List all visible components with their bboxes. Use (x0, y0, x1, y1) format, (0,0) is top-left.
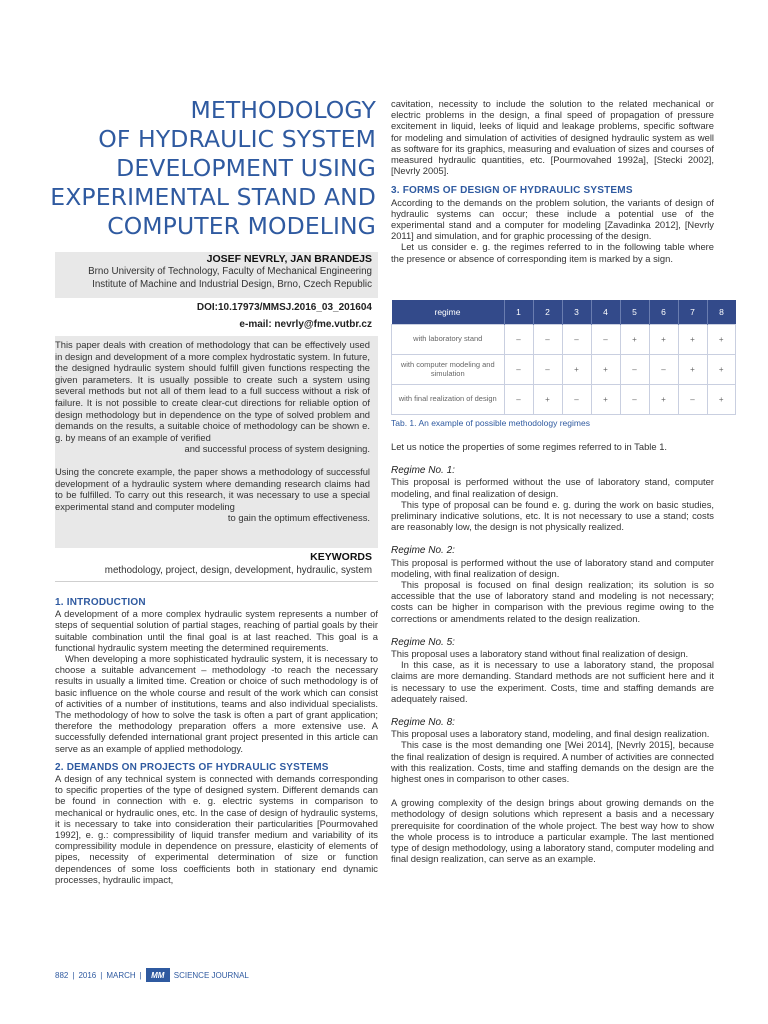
table-header-cell: 1 (504, 300, 533, 325)
keywords-heading: KEYWORDS (310, 551, 372, 563)
table-cell: – (533, 355, 562, 385)
table-cell: + (707, 325, 736, 355)
title-line: EXPERIMENTAL STAND AND (50, 183, 376, 211)
table-cell: + (620, 325, 649, 355)
affiliation (55, 265, 372, 291)
paragraph: A growing complexity of the design brings about growing demands on the methodology of design solutions which represent a basis and a necessary prerequisite for coordination of the whole project. The best way how to show the whole process is to introduce a particular example. The last mentioned type of design methodology, using a laboratory stand, computer modeling and final design realization, can serve as an example. (391, 797, 714, 865)
table-cell: – (504, 355, 533, 385)
table-cell: + (707, 355, 736, 385)
table-cell: + (678, 355, 707, 385)
table-cell: – (562, 325, 591, 355)
table-row (392, 385, 736, 415)
table-cell: – (504, 385, 533, 415)
table-caption (391, 418, 590, 428)
page-number: 882 (55, 970, 69, 980)
table-cell: – (678, 385, 707, 415)
issue-year: 2016 (78, 970, 97, 980)
table-cell: + (562, 355, 591, 385)
paragraph: According to the demands on the problem solution, the variants of design of hydraulic systems can occur; these include a potential use of the experimental stand and a computer for modeling [Zavadinka 2012], [Nevrly 2011] and simulation, and for graphic processing of the design. (391, 196, 714, 242)
caption-text: An example of possible methodology regimes (418, 418, 590, 428)
paragraph: Let us notice the properties of some regimes referred to in Table 1. (391, 441, 668, 452)
authors: JOSEF NEVRLY, JAN BRANDEJS (206, 253, 372, 265)
regime-heading: Regime No. 5: (391, 636, 455, 648)
paragraph: A development of a more complex hydraulic system represents a number of steps of sequential solution of partial stages, reaching of partial goals by their suitable combination until the final goal is at last reached. This goal is a functional hydraulic system meeting the determined requirements. (55, 608, 378, 653)
table-header-cell: 3 (562, 300, 591, 325)
abstract-paragraph: Using the concrete example, the paper shows a methodology of successful development of a hydraulic system where demanding research claims had to be fulfilled. To carry out this research, it was necessary to use a special experimental stand and computer modeling (55, 465, 370, 512)
regime-heading: Regime No. 2: (391, 545, 455, 557)
table-row-label: with laboratory stand (392, 325, 505, 355)
regime-heading: Regime No. 8: (391, 717, 455, 729)
journal-name: SCIENCE JOURNAL (173, 970, 249, 980)
title-line: METHODOLOGY (190, 96, 376, 124)
issue-month: MARCH (106, 970, 136, 980)
title-line: OF HYDRAULIC SYSTEM (98, 125, 376, 153)
keywords: methodology, project, design, development, hydraulic, system (104, 565, 372, 576)
column-right-bottom (391, 441, 714, 865)
table-header-cell: 8 (707, 300, 736, 325)
table-cell: – (649, 355, 678, 385)
author-email[interactable]: e-mail: nevrly@fme.vutbr.cz (239, 319, 372, 330)
table-cell: + (533, 385, 562, 415)
regime-table (391, 300, 736, 415)
affiliation-line: Brno University of Technology, Faculty of Mechanical Engineering (88, 266, 372, 277)
section-introduction (55, 597, 378, 885)
divider (55, 581, 378, 582)
table-header-cell: 2 (533, 300, 562, 325)
title-line: DEVELOPMENT USING (116, 154, 376, 182)
table-cell: – (504, 325, 533, 355)
table-cell: – (620, 385, 649, 415)
table-cell: + (591, 355, 620, 385)
column-right-top (391, 98, 714, 264)
paragraph: This proposal is focused on final design realization; its solution is so accessible that the use of laboratory stand and modeling is not necessary; costs can be higher in comparison with the previous regime owing to the corrections or amendments related to the design realization. (391, 579, 714, 624)
affiliation-line: Institute of Machine and Industrial Design, Brno, Czech Republic (92, 279, 372, 290)
table-cell: – (591, 325, 620, 355)
paragraph: When developing a more sophisticated hydraulic system, it is necessary to choose a suitable advancement – methodology -to reach the necessary results in usually a limited time. Creation or choice of such methodology is of basic influence on the whole course and result of the work which can consist of activities of a number of institutions, teams and also individual specialists. The methodology of how to solve the task is often a part of grant application; therefore the methodology preparation offers a more extensive use. A successfully defended international grant project presented in this article can serve as an example of applied methodology. (55, 653, 378, 754)
table-row (392, 355, 736, 385)
table-cell: + (678, 325, 707, 355)
paragraph: In this case, as it is necessary to use a laboratory stand, the proposal claims are more demanding. Standard methods are not sufficient here and it is necessary to use the experiment. Costs, time and staffing demands are adequately raised. (391, 659, 714, 704)
abstract (55, 339, 370, 524)
table-row (392, 325, 736, 355)
abstract-paragraph-end: to gain the optimum effectiveness. (227, 512, 370, 524)
title-line: COMPUTER MODELING (107, 212, 376, 240)
table-header-cell: regime (392, 300, 505, 325)
table-header-cell: 7 (678, 300, 707, 325)
abstract-paragraph-end: and successful process of system designing. (184, 443, 370, 455)
table-header-row (392, 300, 736, 325)
paragraph: This proposal is performed without the use of laboratory stand and computer modeling, with final realization of design. (391, 556, 714, 579)
section-heading: 3. FORMS OF DESIGN OF HYDRAULIC SYSTEMS (391, 185, 633, 197)
table-cell: + (707, 385, 736, 415)
paragraph: This proposal uses a laboratory stand, modeling, and final design realization. (391, 728, 710, 740)
paragraph: cavitation, necessity to include the solution to the related mechanical or electric problems in the design, a final speed of propagation of pressure excitement in liquid, leeks of liquid and leakage problems, specific software for modeling and simulation of activities of designed hydraulic system as well as software for its graphics, measuring and evaluation of sizes and courses of measured hydraulic quantities, etc. [Pourmovahed 1992a], [Stecki 2002], [Nevrly 2005]. (391, 98, 714, 177)
table-cell: + (591, 385, 620, 415)
article-title (40, 96, 376, 241)
journal-logo: MM (146, 968, 170, 982)
paragraph: This proposal is performed without the use of laboratory stand, computer modeling, and final realization of design. (391, 476, 714, 499)
table-header-cell: 5 (620, 300, 649, 325)
caption-label: Tab. 1. (391, 418, 417, 428)
doi: DOI:10.17973/MMSJ.2016_03_201604 (196, 302, 372, 313)
section-heading: 2. DEMANDS ON PROJECTS OF HYDRAULIC SYSTEMS (55, 761, 329, 773)
regime-table-wrap (391, 300, 736, 415)
table-row-label: with final realization of design (392, 385, 505, 415)
table-cell: – (620, 355, 649, 385)
table-header-cell: 6 (649, 300, 678, 325)
paragraph: A design of any technical system is connected with demands corresponding to specific properties of the type of designed system. Different demands can be found in connection with e. g. electric systems in comparison to mechanical or hydraulic ones, etc. In the case of design of hydraulic systems, it is necessary to take into consideration their particularities [Pourmovahed 1992], e. g.: compressibility of liquid transfer medium and variability of its compressibility module in dependence on pressure, elasticity of elements of pipes, necessity of experimental determination of size or function dependences of some loss coefficients both in stationary end dynamic processes, hydraulic impact, (55, 773, 378, 885)
table-cell: – (533, 325, 562, 355)
table-cell: – (562, 385, 591, 415)
abstract-paragraph: This paper deals with creation of methodology that can be effectively used in design and development of a more complex hydrostatic system. In future, the designed hydraulic system should fulfill given functions respecting the given parameters. It is usually possible to create such a system using several methods but not all of them lead to a full success without a risk of failure. It is not possible to create clear-cut directions for reliable option of design methodology but in dependence on the type of solved problem and demands on the results, a suitable choice of methodology can be shown e. g. by means of an example of verified (55, 339, 370, 443)
page-footer: 882 | 2016 | MARCH | MM SCIENCE JOURNAL (55, 968, 249, 982)
table-row-label: with computer modeling and simulation (392, 355, 505, 385)
paragraph: This case is the most demanding one [Wei 2014], [Nevrly 2015], because the final realization of design is required. A number of activities are connected with this realization. Costs, time and staffing demands on the design are the highest ones in comparison to other cases. (391, 739, 714, 785)
table-cell: + (649, 385, 678, 415)
regime-heading: Regime No. 1: (391, 465, 455, 477)
section-heading: 1. INTRODUCTION (55, 597, 146, 608)
paragraph: This type of proposal can be found e. g. during the work on basic studies, preliminary indicative solutions, etc. It is not necessary to use a stand; costs are reasonably low, the design is not physically realized. (391, 498, 714, 533)
paragraph: This proposal uses a laboratory stand without final realization of design. (391, 648, 689, 660)
paragraph: Let us consider e. g. the regimes referred to in the following table where the presence or absence of corresponding item is marked by a sign. (391, 241, 714, 264)
table-cell: + (649, 325, 678, 355)
table-header-cell: 4 (591, 300, 620, 325)
